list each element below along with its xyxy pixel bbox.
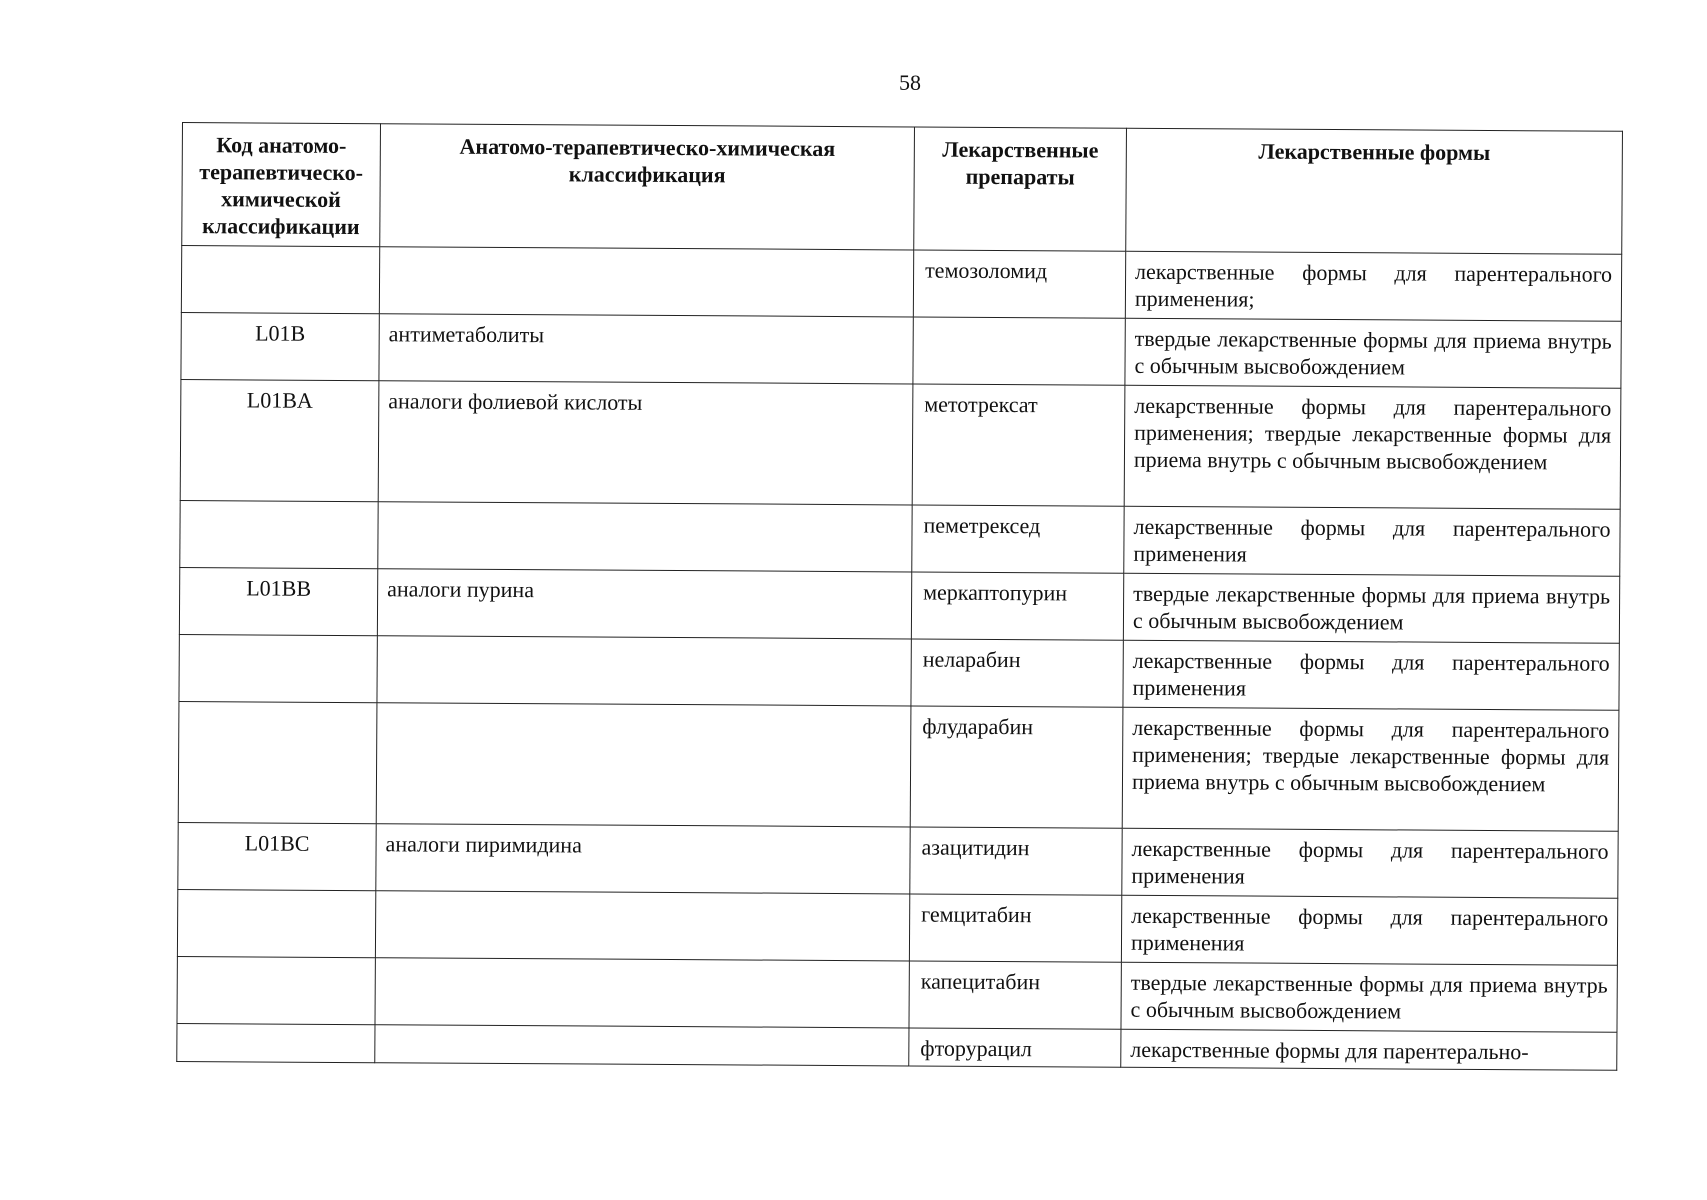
cell-form: лекарственные формы для парентерального применения; твердые лекарственные формы для приема внутрь с обычным высвобождением bbox=[1124, 385, 1621, 509]
cell-form: лекарственные формы для парентерального применения; твердые лекарственные формы для приема внутрь с обычным высвобождением bbox=[1122, 707, 1619, 831]
cell-classification bbox=[375, 1025, 909, 1066]
cell-drug: метотрексат bbox=[912, 384, 1125, 506]
cell-classification: аналоги пиримидина bbox=[376, 824, 910, 894]
cell-drug: неларабин bbox=[911, 639, 1123, 707]
cell-form: лекарственные формы для парентерально- bbox=[1121, 1029, 1617, 1070]
cell-form: твердые лекарственные формы для приема внутрь с обычным высвобождением bbox=[1125, 318, 1621, 388]
table-row bbox=[180, 500, 1620, 576]
drug-classification-table bbox=[176, 122, 1623, 1071]
header-code: Код анатомо-терапевтическо-химической классификации bbox=[182, 123, 381, 247]
cell-classification bbox=[376, 703, 911, 827]
cell-classification bbox=[375, 891, 909, 961]
cell-drug: флударабин bbox=[910, 706, 1123, 828]
table-row bbox=[178, 701, 1619, 831]
cell-code bbox=[177, 956, 375, 1024]
cell-form: твердые лекарственные формы для приема внутрь с обычным высвобождением bbox=[1123, 573, 1619, 643]
cell-code: L01BB bbox=[179, 567, 377, 635]
table-row bbox=[177, 889, 1617, 965]
cell-form: лекарственные формы для парентерального применения bbox=[1122, 828, 1618, 898]
table-row bbox=[177, 956, 1617, 1032]
header-drugs: Лекарственные препараты bbox=[914, 127, 1127, 251]
cell-code: L01BC bbox=[178, 822, 376, 890]
cell-classification bbox=[379, 247, 913, 317]
cell-code: L01B bbox=[181, 312, 379, 380]
header-forms: Лекарственные формы bbox=[1126, 128, 1623, 254]
cell-form: лекарственные формы для парентерального применения bbox=[1121, 895, 1617, 965]
cell-drug: меркаптопурин bbox=[911, 572, 1123, 640]
cell-code bbox=[179, 634, 377, 702]
table-row bbox=[181, 312, 1621, 388]
table-row bbox=[181, 246, 1621, 322]
table-row bbox=[177, 1023, 1617, 1070]
cell-drug: капецитабин bbox=[909, 961, 1121, 1029]
table-row bbox=[179, 634, 1619, 710]
cell-drug: пеметрексед bbox=[912, 505, 1124, 573]
cell-drug: азацитидин bbox=[910, 827, 1122, 895]
cell-code bbox=[180, 500, 378, 568]
cell-classification: антиметаболиты bbox=[379, 314, 913, 384]
cell-classification bbox=[375, 958, 909, 1028]
cell-form: лекарственные формы для парентерального применения bbox=[1123, 640, 1619, 710]
cell-drug: темозоломид bbox=[913, 250, 1125, 318]
table-row bbox=[178, 822, 1618, 898]
table-header-row bbox=[182, 123, 1623, 255]
page-number: 58 bbox=[899, 70, 921, 95]
header-classification: Анатомо-терапевтическо-химическая классификация bbox=[380, 124, 915, 250]
cell-code bbox=[177, 889, 375, 957]
cell-code bbox=[178, 701, 377, 823]
cell-code bbox=[181, 246, 379, 314]
cell-classification: аналоги пурина bbox=[377, 569, 911, 639]
cell-drug: гемцитабин bbox=[909, 894, 1121, 962]
cell-classification bbox=[377, 636, 911, 706]
table-row bbox=[179, 567, 1619, 643]
cell-form: твердые лекарственные формы для приема внутрь с обычным высвобождением bbox=[1121, 962, 1617, 1032]
cell-drug bbox=[913, 317, 1125, 385]
cell-code bbox=[177, 1023, 375, 1062]
cell-form: лекарственные формы для парентерального применения bbox=[1124, 506, 1620, 576]
table-row bbox=[180, 379, 1621, 509]
cell-code: L01BA bbox=[180, 379, 379, 501]
cell-drug: фторурацил bbox=[909, 1028, 1121, 1067]
cell-classification bbox=[378, 502, 912, 572]
cell-form: лекарственные формы для парентерального применения; bbox=[1125, 251, 1621, 321]
cell-classification: аналоги фолиевой кислоты bbox=[378, 381, 913, 505]
